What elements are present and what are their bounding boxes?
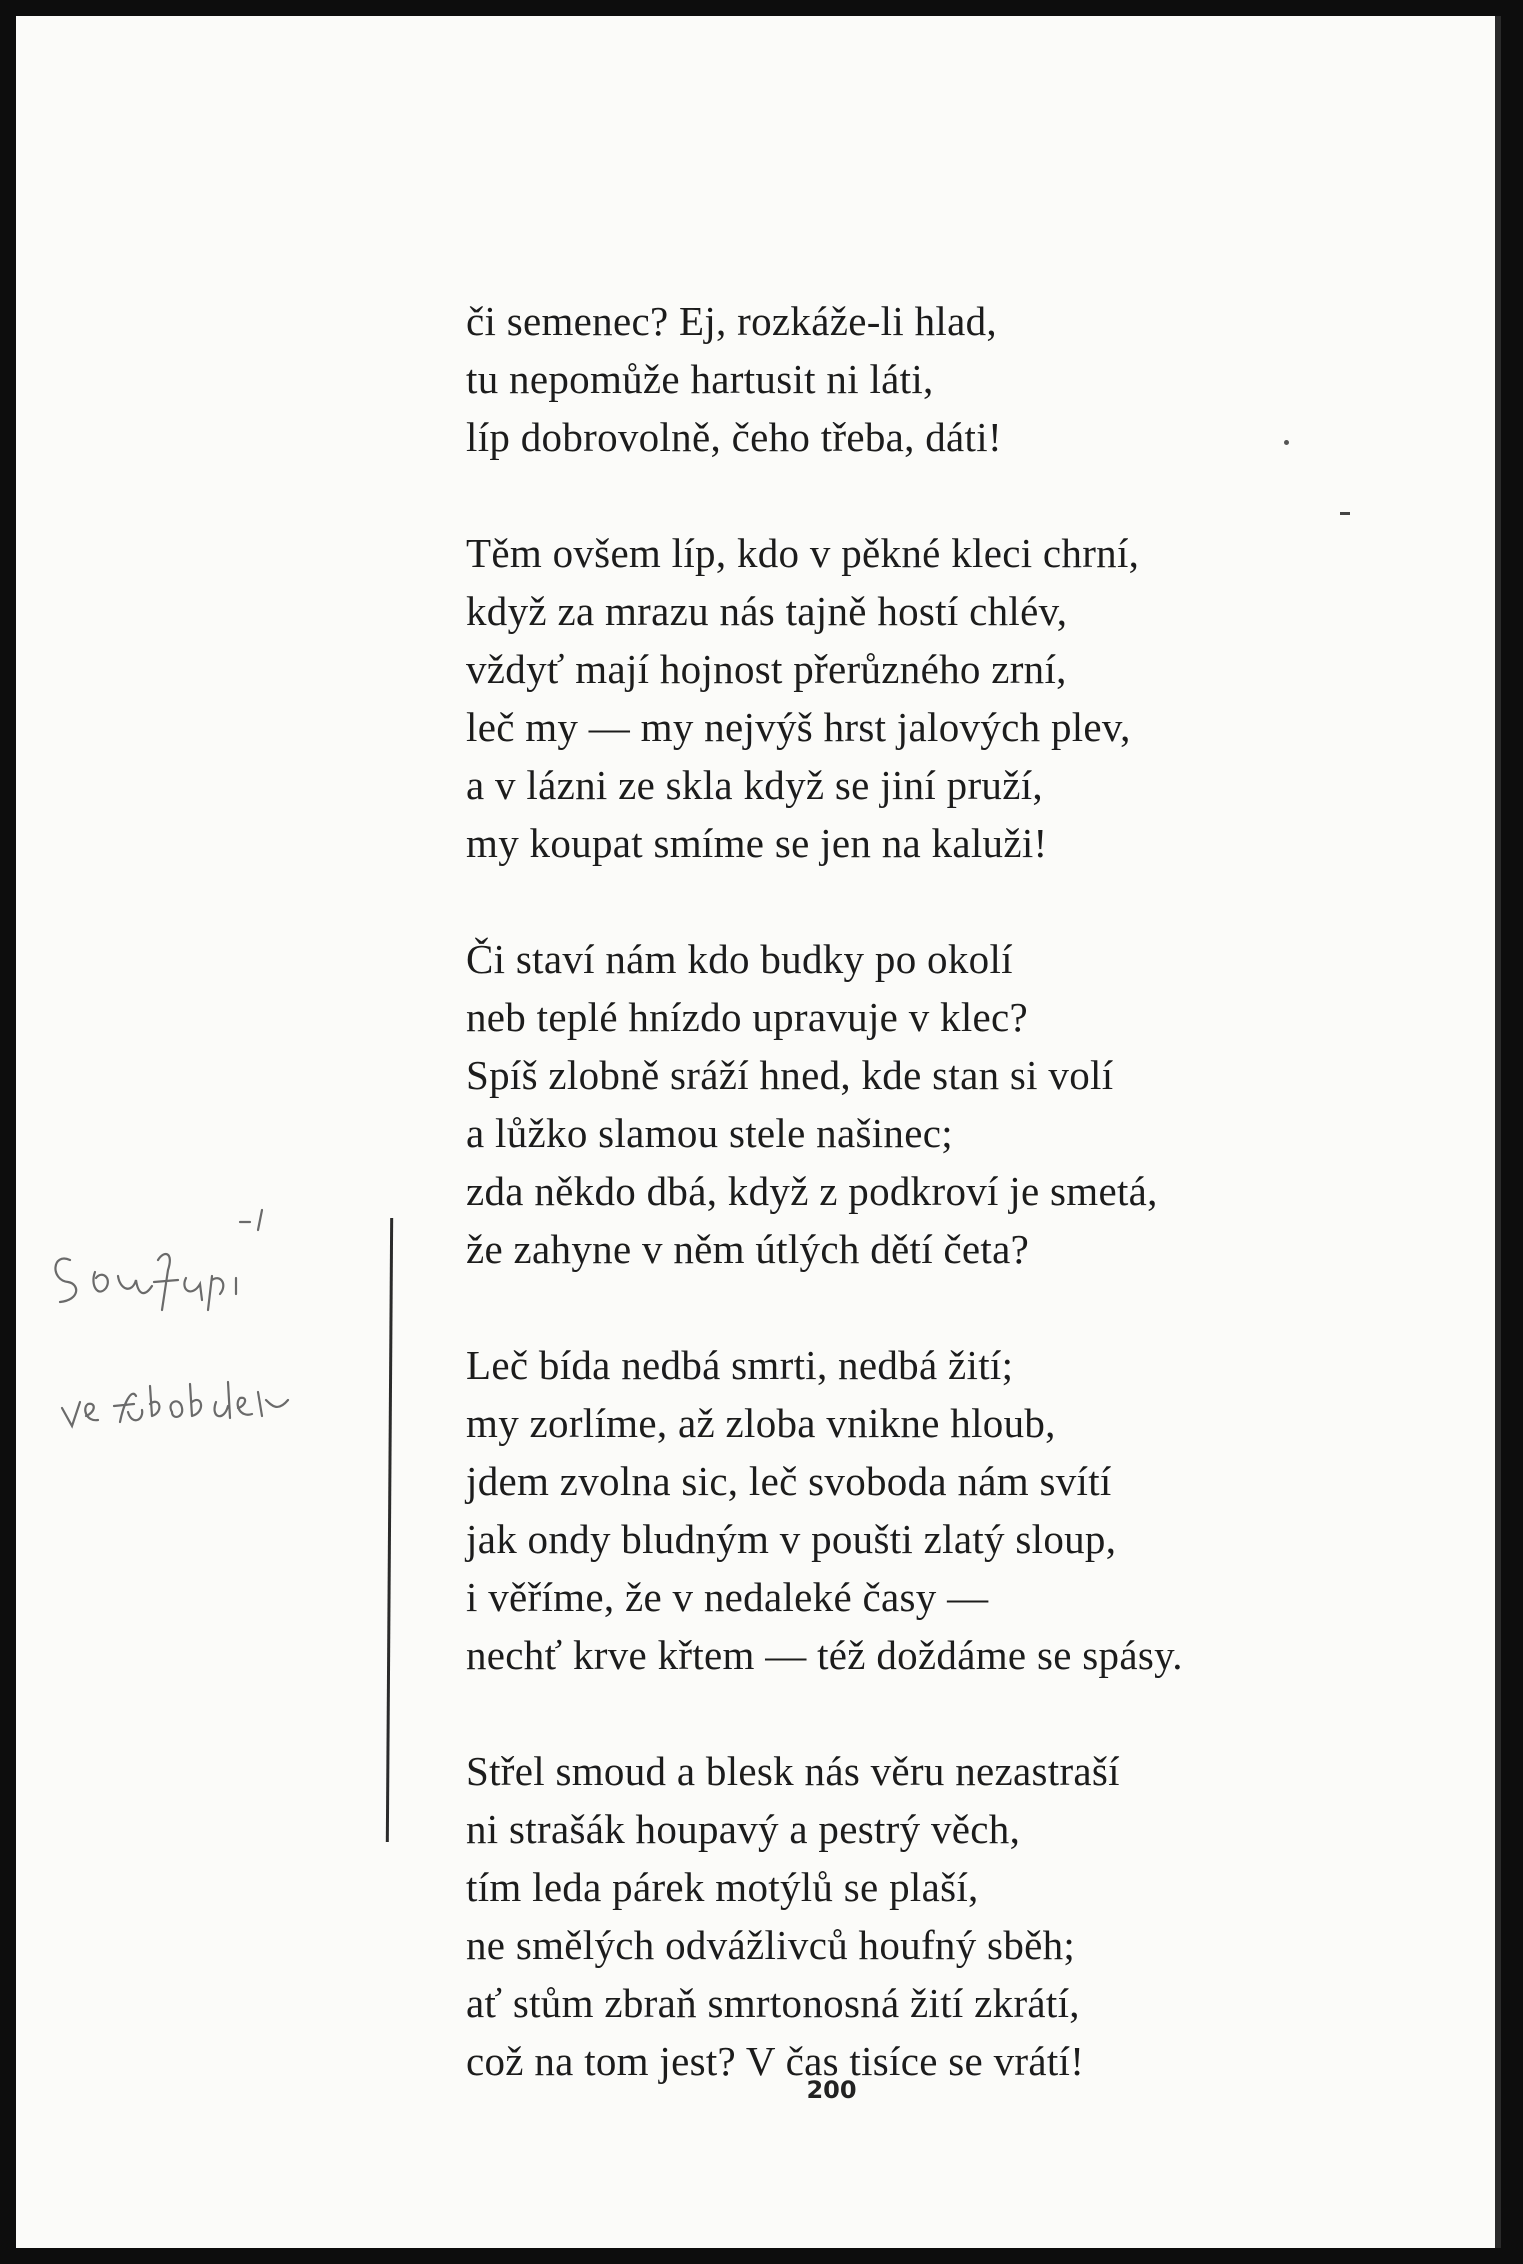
- poem-line: a v lázni ze skla když se jiní pruží,: [466, 762, 1043, 808]
- poem-line: my koupat smíme se jen na kaluži!: [466, 820, 1048, 866]
- page-number-text: 200: [806, 2076, 857, 2104]
- poem-line: Či staví nám kdo budky po okolí: [466, 936, 1013, 982]
- poem-line: což na tom jest? V čas tisíce se vrátí!: [466, 2038, 1085, 2084]
- stanza: [466, 292, 1426, 466]
- poem-line: my zorlíme, až zloba vnikne hloub,: [466, 1400, 1056, 1446]
- poem-line: leč my — my nejvýš hrst jalových plev,: [466, 704, 1131, 750]
- handwritten-annotation: [40, 1190, 370, 1490]
- poem-line: nechť krve křtem — též doždáme se spásy.: [466, 1632, 1183, 1678]
- page-number: [16, 2076, 1495, 2104]
- stanza: [466, 1336, 1426, 1684]
- poem-line: ni strašák houpavý a pestrý věch,: [466, 1806, 1021, 1852]
- poem-line: Spíš zlobně sráží hned, kde stan si volí: [466, 1052, 1114, 1098]
- poem-line: jdem zvolna sic, leč svoboda nám svítí: [466, 1458, 1112, 1504]
- poem-line: vždyť mají hojnost přerůzného zrní,: [466, 646, 1067, 692]
- margin-dash-mark: [1340, 512, 1350, 515]
- book-page: [16, 16, 1495, 2248]
- poem-line: či semenec? Ej, rozkáže-li hlad,: [466, 298, 997, 344]
- poem-line: Leč bída nedbá smrti, nedbá žití;: [466, 1342, 1014, 1388]
- poem-line: neb teplé hnízdo upravuje v klec?: [466, 994, 1029, 1040]
- poem-line: že zahyne v něm útlých dětí četa?: [466, 1226, 1030, 1272]
- poem-line: zda někdo dbá, když z podkroví je smetá,: [466, 1168, 1158, 1214]
- margin-dot-mark: [1284, 440, 1289, 445]
- poem-line: Střel smoud a blesk nás věru nezastraší: [466, 1748, 1120, 1794]
- poem-line: jak ondy bludným v poušti zlatý sloup,: [466, 1516, 1117, 1562]
- poem-line: i věříme, že v nedaleké časy —: [466, 1574, 989, 1620]
- poem-line: Těm ovšem líp, kdo v pěkné kleci chrní,: [466, 530, 1140, 576]
- poem-line: když za mrazu nás tajně hostí chlév,: [466, 588, 1068, 634]
- poem-line: líp dobrovolně, čeho třeba, dáti!: [466, 414, 1002, 460]
- poem-line: ne smělých odvážlivců houfný sběh;: [466, 1922, 1076, 1968]
- poem-line: a lůžko slamou stele našinec;: [466, 1110, 953, 1156]
- poem-text: [466, 292, 1426, 2090]
- stanza: [466, 1742, 1426, 2090]
- page-edge-shadow: [1495, 16, 1501, 2248]
- stanza: [466, 930, 1426, 1278]
- poem-line: tím leda párek motýlů se plaší,: [466, 1864, 979, 1910]
- poem-line: tu nepomůže hartusit ni láti,: [466, 356, 934, 402]
- stanza: [466, 524, 1426, 872]
- poem-line: ať stům zbraň smrtonosná žití zkrátí,: [466, 1980, 1080, 2026]
